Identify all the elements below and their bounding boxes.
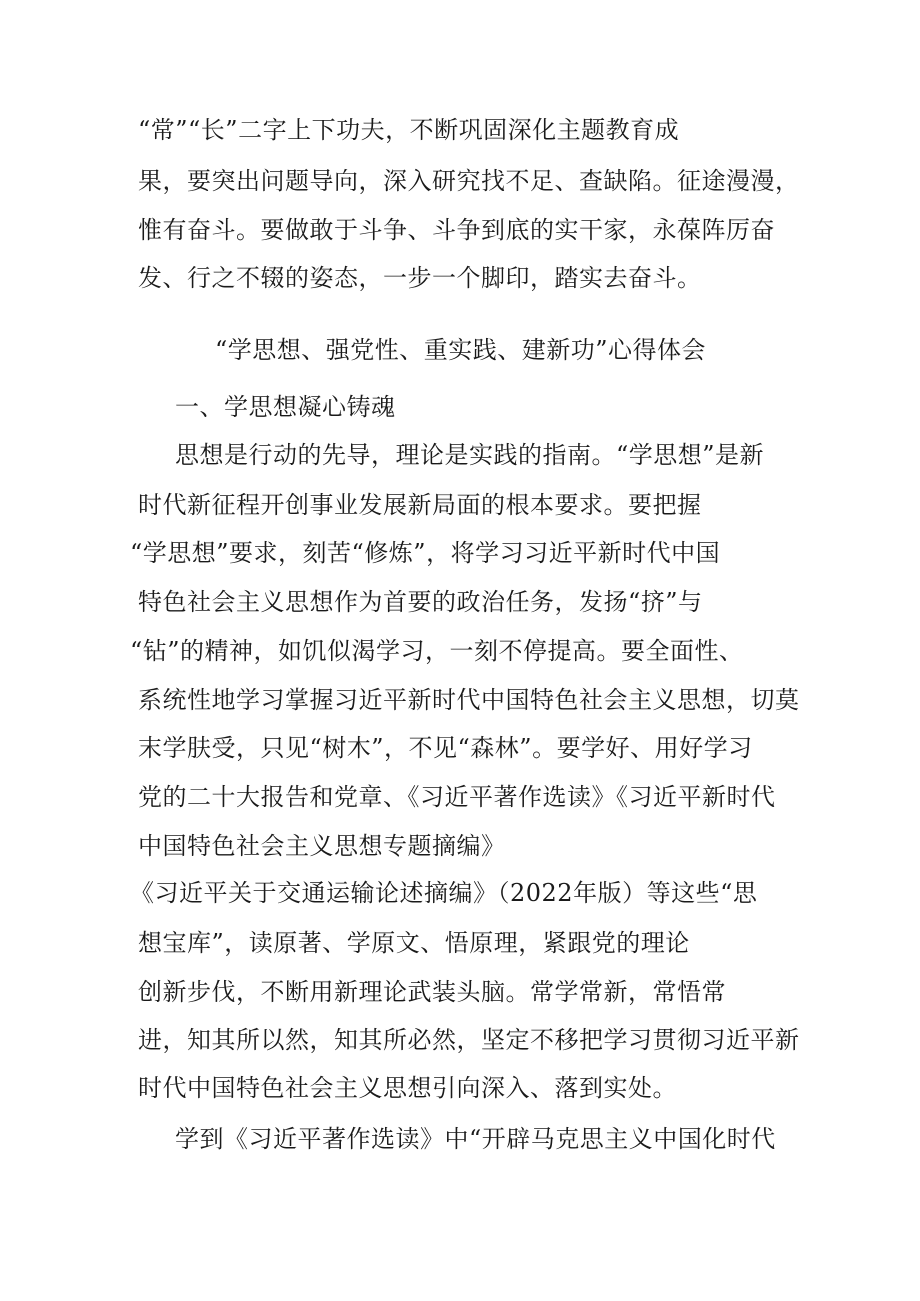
text-line: 特色社会主义思想作为首要的政治任务，发扬“挤”与 <box>138 588 703 616</box>
text-line: 中国特色社会主义思想专题摘编》 <box>138 832 506 860</box>
text-line: 学到《习近平著作选读》中“开辟马克思主义中国化时代 <box>175 1125 776 1153</box>
text-line: 果，要突出问题导向，深入研究找不足、查缺陷。征途漫漫， <box>138 167 800 195</box>
text-line: 创新步伐，不断用新理论武装头脑。常学常新，常悟常 <box>138 978 726 1006</box>
text-line: 时代新征程开创事业发展新局面的根本要求。要把握 <box>138 491 702 519</box>
text-line: 党的二十大报告和党章、《习近平著作选读》《习近平新时代 <box>138 783 776 811</box>
text-line: “常”“长”二字上下功夫，不断巩固深化主题教育成 <box>138 116 680 144</box>
text-line: 发、行之不辍的姿态，一步一个脚印，踏实去奋斗。 <box>138 264 702 292</box>
text-line: “学思想”要求，刻苦“修炼”，将学习习近平新时代中国 <box>130 539 721 567</box>
text-line: “钻”的精神，如饥似渴学习，一刻不停提高。要全面性、 <box>130 637 744 665</box>
text-line: 时代中国特色社会主义思想引向深入、落到实处。 <box>138 1074 677 1102</box>
text-line: 系统性地学习掌握习近平新时代中国特色社会主义思想，切莫 <box>138 686 800 714</box>
text-line: 思想是行动的先导，理论是实践的指南。“学思想”是新 <box>175 441 765 469</box>
text-line: 末学肤受，只见“树木”，不见“森林”。要学好、用好学习 <box>138 734 753 762</box>
text-line: 《习近平关于交通运输论述摘编》（2022年版）等这些“思 <box>130 879 758 907</box>
text-line: 进，知其所以然，知其所必然，坚定不移把学习贯彻习近平新 <box>138 1026 800 1054</box>
text-line: 想宝库”，读原著、学原文、悟原理，紧跟党的理论 <box>138 929 690 957</box>
section-heading: 一、学思想凝心铸魂 <box>175 393 396 421</box>
section-title: “学思想、强党性、重实践、建新功”心得体会 <box>215 336 707 364</box>
text-line: 惟有奋斗。要做敢于斗争、斗争到底的实干家，永葆阵厉奋 <box>138 216 775 244</box>
